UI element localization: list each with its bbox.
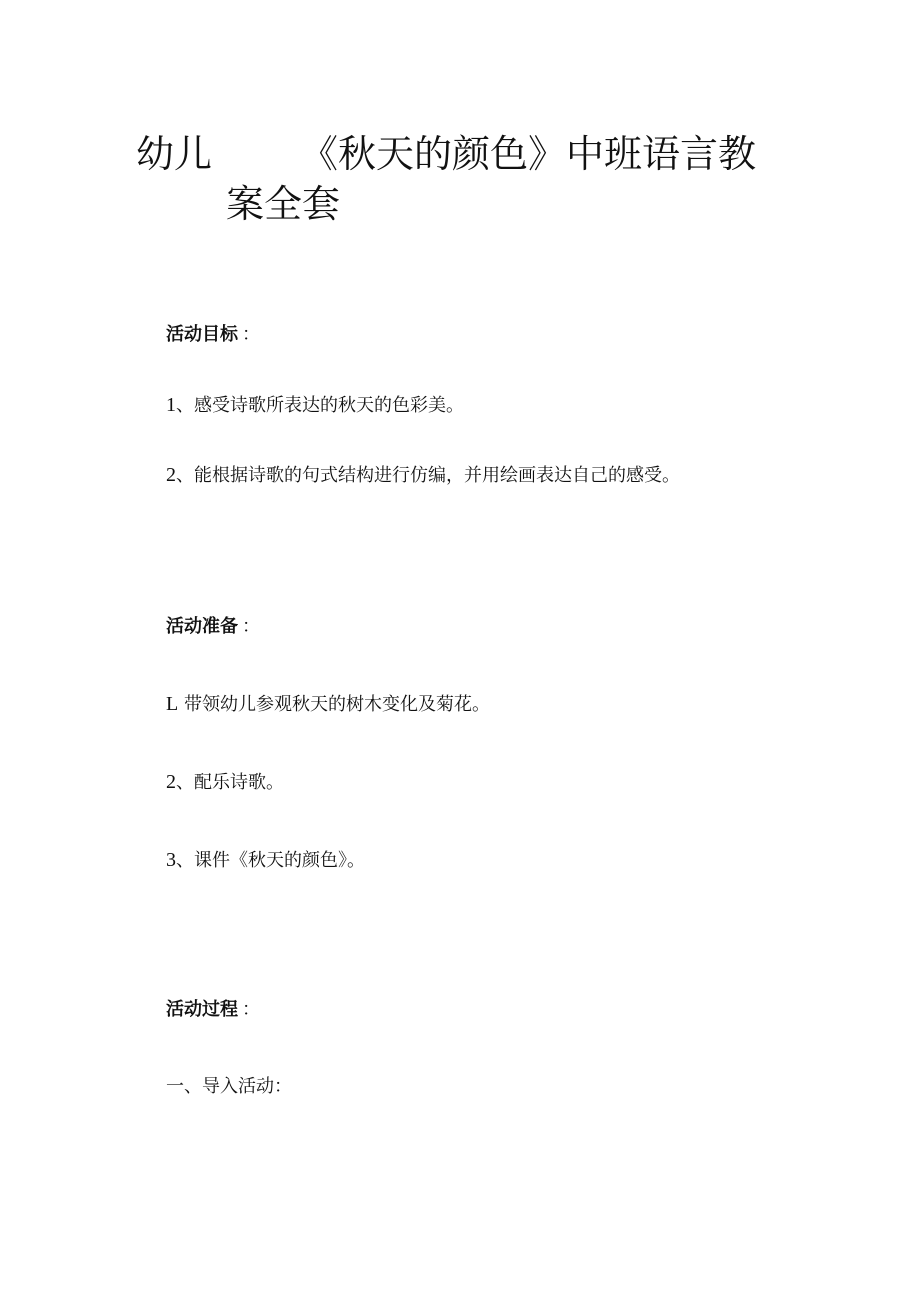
item-number: 2: [166, 771, 176, 793]
section-heading-process: [166, 997, 260, 1023]
item-text: 、配乐诗歌。: [176, 772, 284, 793]
preparation-item-1: [166, 691, 490, 718]
goal-item-1: [166, 392, 464, 419]
heading-text: 活动准备: [166, 616, 238, 637]
title-part-2: 《秋天的颜色》中班语言教: [300, 132, 757, 176]
item-number: 1: [166, 394, 176, 416]
heading-colon: ：: [242, 616, 260, 637]
item-text: 、课件《秋天的颜色》。: [176, 850, 365, 871]
heading-text: 活动过程: [166, 999, 238, 1020]
heading-text: 活动目标: [166, 324, 238, 345]
item-number: L: [166, 693, 179, 715]
heading-colon: ：: [242, 324, 260, 345]
title-line-2: 案全套: [226, 182, 341, 226]
item-text: 、感受诗歌所表达的秋天的色彩美。: [176, 395, 464, 416]
item-text: 带领幼儿参观秋天的树木变化及菊花。: [178, 694, 490, 715]
section-heading-preparation: [166, 614, 260, 640]
preparation-item-2: [166, 769, 284, 796]
process-item-1: [166, 1074, 292, 1100]
preparation-item-3: [166, 847, 365, 874]
section-heading-goals: [166, 322, 260, 348]
heading-colon: ：: [242, 999, 260, 1020]
title-part-1: 幼儿: [136, 132, 213, 176]
item-text: 、能根据诗歌的句式结构进行仿编，并用绘画表达自己的感受。: [176, 465, 680, 486]
goal-item-2: [166, 462, 680, 489]
item-text: 一、导入活动：: [166, 1076, 292, 1097]
item-number: 2: [166, 464, 176, 486]
item-number: 3: [166, 849, 176, 871]
